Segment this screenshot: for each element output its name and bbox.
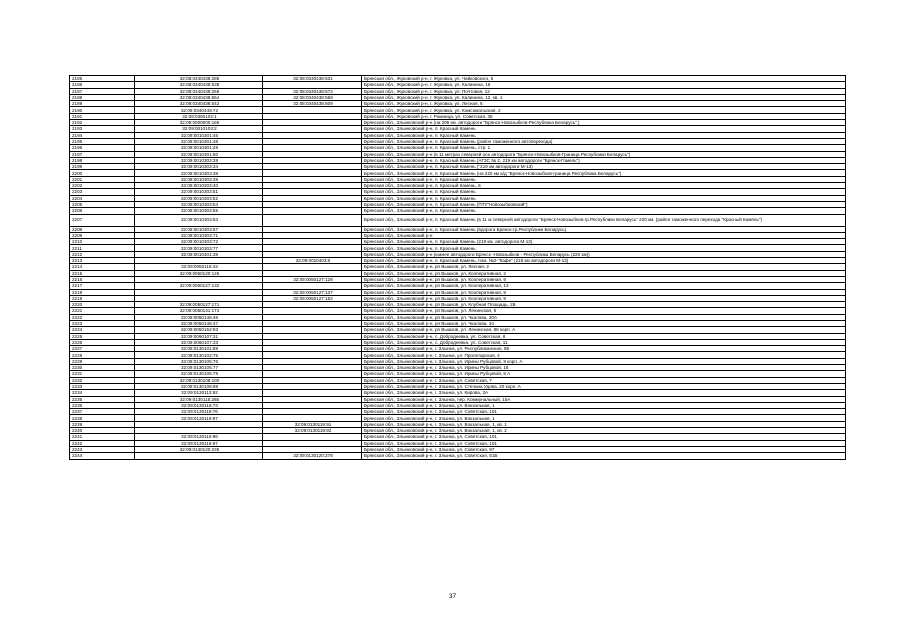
land-cadastral-number-cell: 32:09:0010303:28 <box>135 157 263 163</box>
land-cadastral-number-cell: 32:09:0130119:87 <box>135 415 263 421</box>
property-registry-table <box>69 75 846 460</box>
row-number-cell: 2195 <box>70 138 135 144</box>
row-number-cell: 2206 <box>70 208 135 214</box>
row-number-cell: 2221 <box>70 308 135 314</box>
row-number-cell: 2223 <box>70 320 135 326</box>
address-cell: Брянская обл., Жуковский р-н, г. Жуковка, ул. Почтовая, 12 <box>362 88 846 94</box>
address-cell: Брянская обл., Злынковский р-н, г. Злынка, ул. Пролетарская, 4 <box>362 352 846 358</box>
address-cell: Брянская обл., Злынковский р-н, п. Красный Камень (вдорога Брянск-гр.Республики Беларусь) <box>362 226 846 232</box>
building-cadastral-number-cell: 32:09:0130119:92 <box>263 428 362 434</box>
address-cell: Брянская обл., Злынковский р-н, п. Красный Камень (АГЗС № 2, 219 км автодороги "Брянск-Гомель") <box>362 157 846 163</box>
row-number-cell: 2212 <box>70 251 135 257</box>
row-number-cell: 2210 <box>70 239 135 245</box>
row-number-cell: 2219 <box>70 295 135 301</box>
row-number-cell: 2207 <box>70 214 135 226</box>
address-cell: Брянская обл., Злынковский р-н, г. Злынка, ул. Кирова, 3А <box>362 390 846 396</box>
land-cadastral-number-cell: 32:09:0010303:63 <box>135 214 263 226</box>
address-cell: Брянская обл., Злынковский р-н, г. Злынка, ул. Республиканская, 88 <box>362 346 846 352</box>
building-cadastral-number-cell: 32:08:0340438:569 <box>263 94 362 100</box>
row-number-cell: 2205 <box>70 201 135 207</box>
land-cadastral-number-cell: 32:09:0050127:171 <box>135 302 263 308</box>
land-cadastral-number-cell: 32:09:0130119:96 <box>135 434 263 440</box>
land-cadastral-number-cell: 32:09:0010103:2 <box>135 126 263 132</box>
row-number-cell: 2228 <box>70 352 135 358</box>
land-cadastral-number-cell: 32:09:0130105:76 <box>135 358 263 364</box>
address-cell: Брянская обл., Злынковский р-н, г. Злынка, ул. Советская, 97 <box>362 446 846 452</box>
land-cadastral-number-cell: 32:08:0340438:542 <box>135 101 263 107</box>
address-cell: Брянская обл., Злынковский р-н, п. Красный Камень <box>362 189 846 195</box>
row-number-cell: 2189 <box>70 101 135 107</box>
address-cell: Брянская обл., Злынковский р-н, с. Добродеевка, ул. Советская, 8 <box>362 333 846 339</box>
address-cell: Брянская обл., Злынковский р-н <box>362 232 846 238</box>
row-number-cell: 2214 <box>70 264 135 270</box>
address-cell: Брянская обл., Жуковский р-н, г. Жуковка, ул. Чайковского, 5 <box>362 76 846 82</box>
address-cell: Брянская обл., Злынковский р-н, рп Вышков, ул. Кооперативная, 13 <box>362 283 846 289</box>
land-cadastral-number-cell: 32:09:0130102:75 <box>135 352 263 358</box>
row-number-cell: 2237 <box>70 409 135 415</box>
address-cell: Брянская обл., Злынковский р-н, г. Злынка, ул. Ирины Рубцовой, 8 А <box>362 371 846 377</box>
address-cell: Брянская обл., Злынковский р-н, п. Красный Камень, 6 <box>362 183 846 189</box>
address-cell: Брянская обл., Злынковский р-н, с. Добродеевка, ул. Советская, 11 <box>362 339 846 345</box>
row-number-cell: 2216 <box>70 276 135 282</box>
address-cell: Брянская обл., Злынковский р-н, г. Злынка, ул. Советская, 51Б <box>362 453 846 459</box>
land-cadastral-number-cell: 32:08:0340438:538 <box>135 82 263 88</box>
address-cell: Брянская обл., Злынковский р-н, рп Вышков, ул. Ленинская, 88 корп. А <box>362 327 846 333</box>
row-number-cell: 2224 <box>70 327 135 333</box>
address-cell: Брянская обл., Злынковский р-н (южнее автодороги Брянск -Новозыбков - Республика Беларусь (220 км)) <box>362 251 846 257</box>
address-cell: Брянская обл., Злынковский р-н, п. Красный Камень <box>362 195 846 201</box>
address-cell: Брянская обл., Злынковский р-н, п. Красный Камень, пом. №2-"Кафе" (219 км автодороги М-13) <box>362 258 846 264</box>
row-number-cell: 2191 <box>70 113 135 119</box>
address-cell: Брянская обл., Злынковский р-н, рп Вышков, ул. Кооперативная, 9 <box>362 295 846 301</box>
row-number-cell: 2190 <box>70 107 135 113</box>
row-number-cell: 2229 <box>70 358 135 364</box>
land-cadastral-number-cell: 32:09:0010303:72 <box>135 239 263 245</box>
building-cadastral-number-cell <box>263 214 362 226</box>
address-cell: Брянская обл., Злынковский р-н, п. Красный Камень (219 км. автодороги М-13) <box>362 239 846 245</box>
address-cell: Брянская обл., Злынковский р-н, п. Красный Камень (ПТУ"Новозыбковский") <box>362 201 846 207</box>
land-cadastral-number-cell: 32:09:0010301:50 <box>135 151 263 157</box>
land-cadastral-number-cell: 32:09:0050148:47 <box>135 320 263 326</box>
row-number-cell: 2192 <box>70 120 135 126</box>
address-cell: Брянская обл., Злынковский р-н, г. Злынка, ул. Советская, 101 <box>362 440 846 446</box>
address-cell: Брянская обл., Злынковский р-н, п. Красный Камень ("219 км автодороги М-13) <box>362 164 846 170</box>
table-body <box>70 76 846 460</box>
address-cell: Брянская обл., Злынковский р-н, г. Злынка, ул. Вокзальная, 1, кв. 1 <box>362 421 846 427</box>
row-number-cell: 2226 <box>70 339 135 345</box>
address-cell: Брянская обл., Злынковский р-н, рп Вышков, ул. Клубная Площадь, 2Б <box>362 302 846 308</box>
land-cadastral-number-cell: 32:09:0050152:93 <box>135 327 263 333</box>
land-cadastral-number-cell: 32:09:0010303:67 <box>135 226 263 232</box>
row-number-cell: 2202 <box>70 183 135 189</box>
land-cadastral-number-cell: 32:09:0130119:97 <box>135 440 263 446</box>
row-number-cell: 2244 <box>70 453 135 459</box>
address-cell: Брянская обл., Злынковский р-н, п. Красный Камень (на 220 км а/д "Брянск-Новозыбков-граница Республика Беларусь") <box>362 170 846 176</box>
address-cell: Брянская обл., Жуковский р-н, г. Жуковка, ул. Калинина, 12, кв. 1 <box>362 94 846 100</box>
row-number-cell: 2200 <box>70 170 135 176</box>
address-cell: Брянская обл., Злынковский р-н, п. Красный Камень, стр. 1 <box>362 145 846 151</box>
land-cadastral-number-cell: 32:09:0010303:51 <box>135 189 263 195</box>
land-cadastral-number-cell: 32:08:0340438:554 <box>135 94 263 100</box>
address-cell: Брянская обл., Злынковский р-н, рп Вышков, ул. Кооперативная, 9 <box>362 276 846 282</box>
land-cadastral-number-cell: 32:09:0060107:31 <box>135 333 263 339</box>
land-cadastral-number-cell: 32:09:0050127:132 <box>135 283 263 289</box>
address-cell: Брянская обл., Злынковский р-н (в 11 метрах северней оси автодороги "Брянск-Новозыбков-Граница Республики Беларусь") <box>362 151 846 157</box>
land-cadastral-number-cell: 32:08:0340438:256 <box>135 88 263 94</box>
building-cadastral-number-cell: 32:09:0050127:152 <box>263 295 362 301</box>
land-cadastral-number-cell: 32:09:0010303:71 <box>135 232 263 238</box>
address-cell: Брянская обл., Злынковский р-н, рп Вышков, ул. Чкалова, 34 <box>362 320 846 326</box>
row-number-cell: 2194 <box>70 132 135 138</box>
address-cell: Брянская обл., Злынковский р-н, п. Красный Камень <box>362 126 846 132</box>
land-cadastral-number-cell: 32:09:0130120:235 <box>135 446 263 452</box>
building-cadastral-number-cell: 32:09:0010403:6 <box>263 258 362 264</box>
table-row <box>70 214 846 226</box>
row-number-cell: 2227 <box>70 346 135 352</box>
address-cell: Брянская обл., Злынковский р-н, г. Злынка, ул. Советская, 101 <box>362 434 846 440</box>
address-cell: Брянская обл., Жуковский р-н, г. Жуковка, ул. Комсомольская, 2 <box>362 107 846 113</box>
land-cadastral-number-cell: 32:08:0360102:1 <box>135 113 263 119</box>
row-number-cell: 2233 <box>70 383 135 389</box>
land-cadastral-number-cell: 32:09:0050120:126 <box>135 270 263 276</box>
address-cell: Брянская обл., Злынковский р-н, п. Красный Камень <box>362 208 846 214</box>
land-cadastral-number-cell: 32:09:0010303:54 <box>135 201 263 207</box>
land-cadastral-number-cell: 32:09:0010303:38 <box>135 170 263 176</box>
land-cadastral-number-cell: 32:08:0340449:72 <box>135 107 263 113</box>
row-number-cell: 2193 <box>70 126 135 132</box>
land-cadastral-number-cell: 32:09:0130119:76 <box>135 409 263 415</box>
land-cadastral-number-cell: 32:09:0050148:46 <box>135 314 263 320</box>
building-cadastral-number-cell: 32:08:0340438:572 <box>263 88 362 94</box>
address-cell: Брянская обл., Злынковский р-н, рп Вышков, ул. Кооперативная, 2 <box>362 270 846 276</box>
building-cadastral-number-cell: 32:08:0340438:609 <box>263 101 362 107</box>
building-cadastral-number-cell: 32:09:0130120:278 <box>263 453 362 459</box>
table-row <box>70 453 846 459</box>
address-cell: Брянская обл., Злынковский р-н, п. Красный Камень <box>362 176 846 182</box>
row-number-cell: 2239 <box>70 421 135 427</box>
land-cadastral-number-cell: 32:09:0010301:48 <box>135 138 263 144</box>
land-cadastral-number-cell: 32:09:0130105:79 <box>135 371 263 377</box>
row-number-cell: 2222 <box>70 314 135 320</box>
land-cadastral-number-cell: 32:09:0010301:46 <box>135 132 263 138</box>
land-cadastral-number-cell: 32:09:0010301:49 <box>135 145 263 151</box>
land-cadastral-number-cell: 32:09:0060107:33 <box>135 339 263 345</box>
row-number-cell: 2201 <box>70 176 135 182</box>
address-cell: Брянская обл., Жуковский р-н, г. Жуковка, ул. Лесная, 6 <box>362 101 846 107</box>
row-number-cell: 2241 <box>70 434 135 440</box>
row-number-cell: 2220 <box>70 302 135 308</box>
row-number-cell: 2186 <box>70 82 135 88</box>
row-number-cell: 2187 <box>70 88 135 94</box>
land-cadastral-number-cell: 32:09:0050141:174 <box>135 308 263 314</box>
row-number-cell: 2199 <box>70 164 135 170</box>
address-cell: Брянская обл., Злынковский р-н, рп Вышков, ул. Кооперативная, 9 <box>362 289 846 295</box>
row-number-cell: 2232 <box>70 377 135 383</box>
address-cell: Брянская обл., Злынковский р-н, п. Красный Камень <box>362 132 846 138</box>
land-cadastral-number-cell: 32:09:0130115:265 <box>135 396 263 402</box>
address-cell: Брянская обл., Злынковский р-н, г. Злынка, ул. Советская, 101 <box>362 409 846 415</box>
address-cell: Брянская обл., Злынковский р-н, п. Красный Камень (в 11 м северней автодороги "Брянск-Новозыбков-гр.Республики Беларусь" 220 км. (район таможенного перехода "Красный Камень") <box>362 214 846 226</box>
row-number-cell: 2236 <box>70 402 135 408</box>
row-number-cell: 2211 <box>70 245 135 251</box>
land-cadastral-number-cell: 32:09:0000000:166 <box>135 120 263 126</box>
address-cell: Брянская обл., Злынковский р-н, г. Злынка, ул. Вокзальная, 1 <box>362 402 846 408</box>
land-cadastral-number-cell: 32:09:0010303:34 <box>135 164 263 170</box>
land-cadastral-number-cell: 32:09:0050119:43 <box>135 264 263 270</box>
row-number-cell: 2240 <box>70 428 135 434</box>
land-cadastral-number-cell: 32:09:0130108:100 <box>135 377 263 383</box>
land-cadastral-number-cell: 32:09:0010303:39 <box>135 176 263 182</box>
land-cadastral-number-cell: 32:09:0130113:92 <box>135 390 263 396</box>
row-number-cell: 2231 <box>70 371 135 377</box>
address-cell: Брянская обл., Злынковский р-н, п. Красный Камень (район таможенного автоперехода) <box>362 138 846 144</box>
row-number-cell: 2243 <box>70 446 135 452</box>
building-cadastral-number-cell: 32:09:0050127:137 <box>263 289 362 295</box>
row-number-cell: 2209 <box>70 232 135 238</box>
land-cadastral-number-cell: 32:09:0130119:73 <box>135 402 263 408</box>
page-number: 37 <box>448 593 457 600</box>
address-cell: Брянская обл., Злынковский р-н (на 209 км. автодороги "Брянск-Новозыбков-Республика Беларусь".) <box>362 120 846 126</box>
address-cell: Брянская обл., Злынковский р-н, г. Злынка, ул. Советская, 7 <box>362 377 846 383</box>
land-cadastral-number-cell: 32:09:0010303:77 <box>135 245 263 251</box>
row-number-cell: 2196 <box>70 145 135 151</box>
address-cell: Брянская обл., Злынковский р-н, рп Вышков, ул. Ленинская, 6 <box>362 308 846 314</box>
row-number-cell: 2204 <box>70 195 135 201</box>
address-cell: Брянская обл., Злынковский р-н, г. Злынка, ул. Ирины Рубцовой, 16 <box>362 365 846 371</box>
building-cadastral-number-cell: 32:09:0130119:91 <box>263 421 362 427</box>
row-number-cell: 2203 <box>70 189 135 195</box>
land-cadastral-number-cell <box>135 453 263 459</box>
land-cadastral-number-cell: 32:09:0010303:52 <box>135 195 263 201</box>
address-cell: Брянская обл., Злынковский р-н, рп Вышков, ул. Чкалова, 20А <box>362 314 846 320</box>
row-number-cell: 2235 <box>70 396 135 402</box>
land-cadastral-number-cell: 32:09:0010303:40 <box>135 183 263 189</box>
row-number-cell: 2217 <box>70 283 135 289</box>
row-number-cell: 2213 <box>70 258 135 264</box>
address-cell: Брянская обл., Злынковский р-н, п. Красный Камень <box>362 245 846 251</box>
row-number-cell: 2197 <box>70 151 135 157</box>
building-cadastral-number-cell: 32:08:0340438:531 <box>263 76 362 82</box>
row-number-cell: 2230 <box>70 365 135 371</box>
land-cadastral-number-cell: 32:09:0130108:89 <box>135 383 263 389</box>
address-cell: Брянская обл., Злынковский р-н, г. Злынка, ул. Вокзальная, 1 <box>362 415 846 421</box>
land-cadastral-number-cell: 32:09:0130101:89 <box>135 346 263 352</box>
land-cadastral-number-cell: 32:09:0130105:77 <box>135 365 263 371</box>
address-cell: Брянская обл., Жуковский р-н, г. Ржаница, ул. Советская, 35 <box>362 113 846 119</box>
row-number-cell: 2198 <box>70 157 135 163</box>
address-cell: Брянская обл., Злынковский р-н, г. Злынка, пер. Коммунальный, 15А <box>362 396 846 402</box>
address-cell: Брянская обл., Злынковский р-н, рп Вышков, ул. Лесная, 2 <box>362 264 846 270</box>
address-cell: Брянская обл., Злынковский р-н, г. Злынка, ул. Степана Удова, 20 корп. А <box>362 383 846 389</box>
row-number-cell: 2234 <box>70 390 135 396</box>
row-number-cell: 2185 <box>70 76 135 82</box>
row-number-cell: 2242 <box>70 440 135 446</box>
row-number-cell: 2238 <box>70 415 135 421</box>
building-cadastral-number-cell: 32:09:0050127:128 <box>263 276 362 282</box>
address-cell: Брянская обл., Жуковский р-н, г. Жуковка, ул. Калинина, 16 <box>362 82 846 88</box>
address-cell: Брянская обл., Злынковский р-н, г. Злынка, ул. Ирины Рубцовой, 8 корп. А <box>362 358 846 364</box>
land-cadastral-number-cell: 32:09:0010303:55 <box>135 208 263 214</box>
row-number-cell: 2188 <box>70 94 135 100</box>
land-cadastral-number-cell: 32:08:0340438:285 <box>135 76 263 82</box>
row-number-cell: 2215 <box>70 270 135 276</box>
row-number-cell: 2218 <box>70 289 135 295</box>
address-cell: Брянская обл., Злынковский р-н, г. Злынка, ул. Вокзальная, 1, кв. 2 <box>362 428 846 434</box>
row-number-cell: 2225 <box>70 333 135 339</box>
row-number-cell: 2208 <box>70 226 135 232</box>
land-cadastral-number-cell: 32:09:0010401:38 <box>135 251 263 257</box>
